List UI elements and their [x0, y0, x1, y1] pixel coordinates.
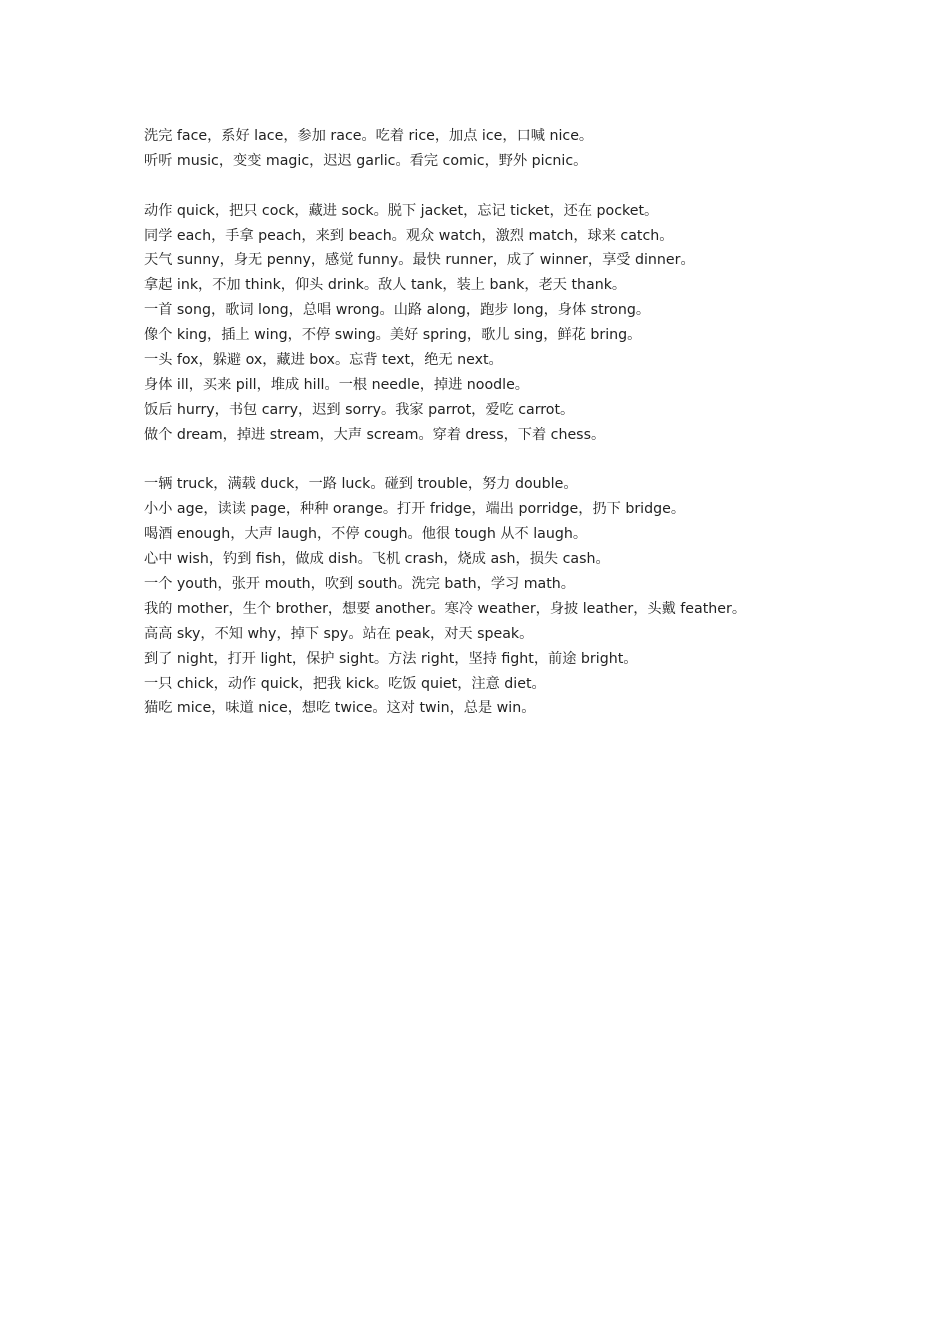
text-line: 心中 wish，钓到 fish，做成 dish。飞机 crash，烧成 ash，损失 cash。	[144, 551, 610, 568]
text-line: 同学 each，手拿 peach，来到 beach。观众 watch，激烈 match，球来 catch。	[144, 227, 674, 244]
text-line: 一个 youth，张开 mouth，吹到 south。洗完 bath，学习 math。	[144, 576, 575, 593]
text-line: 喝酒 enough，大声 laugh，不停 cough。他很 tough 从不 laugh。	[144, 526, 588, 543]
paragraph-spacer	[144, 174, 924, 199]
text-line: 到了 night，打开 light，保护 sight。方法 right，坚持 fight，前途 bright。	[144, 650, 638, 667]
text-line: 一只 chick，动作 quick，把我 kick。吃饭 quiet，注意 diet。	[144, 675, 546, 692]
paragraph-2	[144, 199, 924, 448]
text-line: 身体 ill，买来 pill，堆成 hill。一根 needle，掉进 noodle。	[144, 376, 529, 393]
text-line: 像个 king，插上 wing，不停 swing。美好 spring，歌儿 sing，鲜花 bring。	[144, 327, 642, 344]
paragraph-spacer	[144, 448, 924, 473]
document-body	[144, 124, 924, 721]
text-line: 一首 song，歌词 long，总唱 wrong。山路 along，跑步 long，身体 strong。	[144, 302, 651, 319]
text-line: 猫吃 mice，味道 nice，想吃 twice。这对 twin，总是 win。	[144, 700, 536, 717]
text-line: 拿起 ink，不加 think，仰头 drink。敌人 tank，装上 bank，老天 thank。	[144, 277, 627, 294]
text-line: 天气 sunny，身无 penny，感觉 funny。最快 runner，成了 winner，享受 dinner。	[144, 252, 695, 269]
text-line: 高高 sky，不知 why，掉下 spy。站在 peak，对天 speak。	[144, 625, 534, 642]
text-line: 动作 quick，把只 cock，藏进 sock。脱下 jacket，忘记 ticket，还在 pocket。	[144, 202, 659, 219]
text-line: 我的 mother，生个 brother，想要 another。寒冷 weather，身披 leather，头戴 feather。	[144, 600, 747, 617]
text-line: 一辆 truck，满载 duck，一路 luck。碰到 trouble，努力 double。	[144, 476, 578, 493]
text-line: 小小 age，读读 page，种种 orange。打开 fridge，端出 porridge，扔下 bridge。	[144, 501, 686, 518]
text-line: 做个 dream，掉进 stream，大声 scream。穿着 dress，下着 chess。	[144, 426, 606, 443]
text-line: 听听 music，变变 magic，迟迟 garlic。看完 comic，野外 picnic。	[144, 152, 588, 169]
paragraph-3	[144, 472, 924, 721]
paragraph-1	[144, 124, 924, 174]
text-line: 洗完 face，系好 lace，参加 race。吃着 rice，加点 ice，口喊 nice。	[144, 128, 594, 144]
text-line: 饭后 hurry，书包 carry，迟到 sorry。我家 parrot，爱吃 carrot。	[144, 401, 575, 418]
text-line: 一头 fox，躲避 ox，藏进 box。忘背 text，绝无 next。	[144, 352, 503, 369]
